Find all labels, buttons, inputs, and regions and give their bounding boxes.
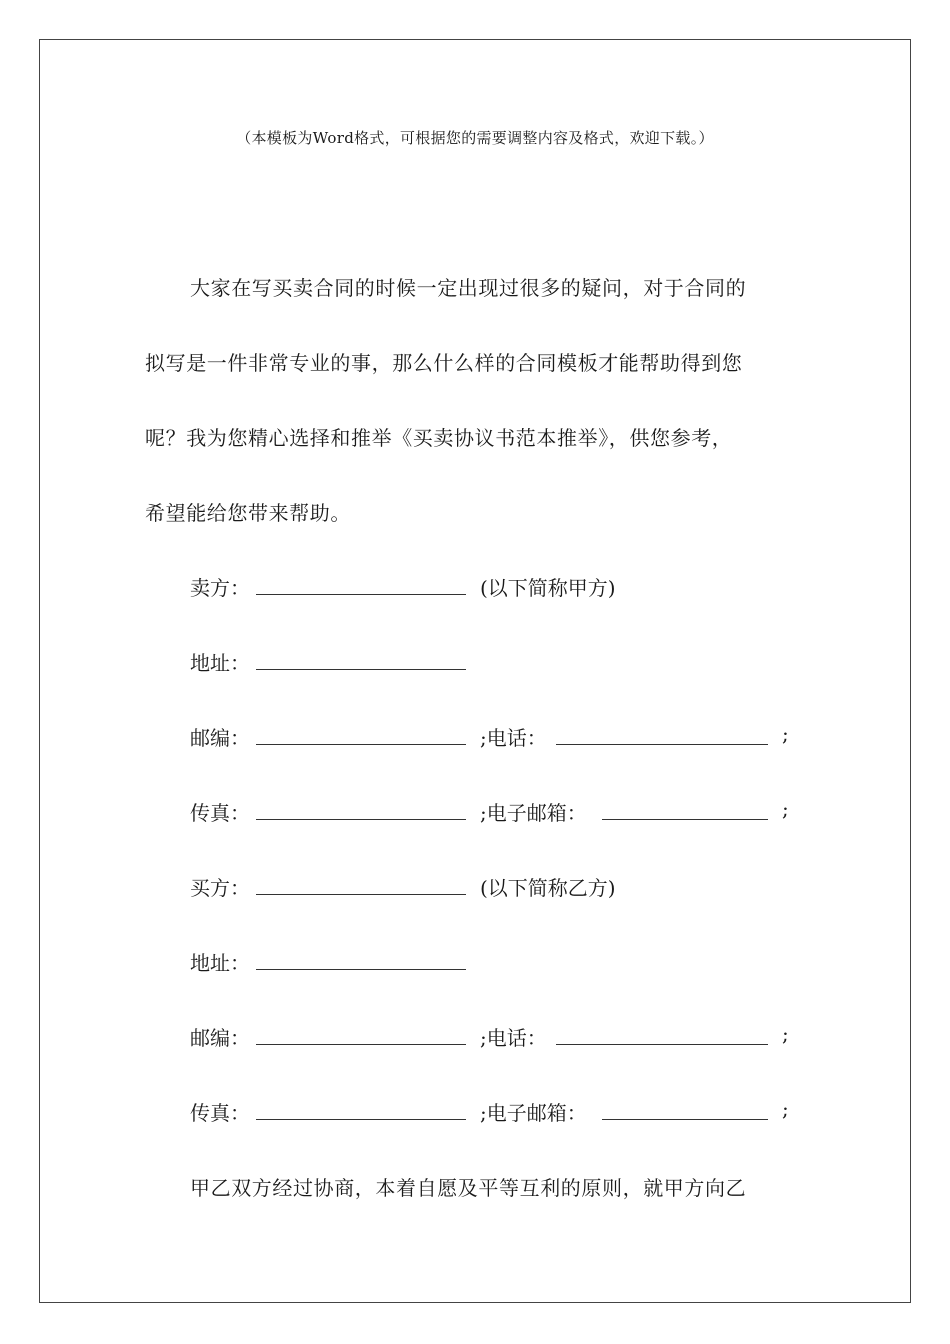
seller-address-blank[interactable] (256, 647, 466, 670)
intro-line-2: 拟写是一件非常专业的事，那么什么样的合同模板才能帮助得到您 (145, 351, 743, 375)
seller-postcode-blank[interactable] (256, 722, 466, 745)
buyer-suffix: (以下简称乙方) (480, 876, 616, 900)
intro-line-3: 呢？我为您精心选择和推举《买卖协议书范本推举》，供您参考， (145, 426, 733, 450)
seller-postcode-label: 邮编： (190, 726, 250, 750)
buyer-name-blank[interactable] (256, 872, 466, 895)
buyer-email-blank[interactable] (602, 1097, 768, 1120)
seller-email-blank[interactable] (602, 797, 768, 820)
seller-phone-blank[interactable] (556, 722, 768, 745)
intro-line-4: 希望能给您带来帮助。 (145, 501, 351, 525)
seller-fax-blank[interactable] (256, 797, 466, 820)
buyer-phone-blank[interactable] (556, 1022, 768, 1045)
buyer-phone-end: ; (782, 1022, 789, 1046)
seller-fax-label: 传真： (190, 801, 250, 825)
intro-line-1: 大家在写买卖合同的时候一定出现过很多的疑问，对于合同的 (190, 276, 747, 300)
buyer-email-end: ; (782, 1097, 789, 1121)
page-border (39, 39, 911, 1303)
seller-email-end: ; (782, 797, 789, 821)
seller-name-blank[interactable] (256, 572, 466, 595)
closing-text: 甲乙双方经过协商，本着自愿及平等互利的原则，就甲方向乙 (190, 1176, 747, 1200)
seller-phone-label: ;电话： (480, 726, 547, 750)
buyer-label: 买方： (190, 876, 250, 900)
buyer-address-label: 地址： (190, 951, 250, 975)
seller-address-label: 地址： (190, 651, 250, 675)
template-note: （本模板为Word格式，可根据您的需要调整内容及格式，欢迎下载。） (236, 129, 714, 147)
buyer-fax-blank[interactable] (256, 1097, 466, 1120)
buyer-fax-label: 传真： (190, 1101, 250, 1125)
seller-label: 卖方： (190, 576, 250, 600)
buyer-postcode-label: 邮编： (190, 1026, 250, 1050)
seller-email-label: ;电子邮箱： (480, 801, 587, 825)
buyer-phone-label: ;电话： (480, 1026, 547, 1050)
buyer-postcode-blank[interactable] (256, 1022, 466, 1045)
seller-phone-end: ; (782, 722, 789, 746)
buyer-email-label: ;电子邮箱： (480, 1101, 587, 1125)
seller-suffix: (以下简称甲方) (480, 576, 616, 600)
buyer-address-blank[interactable] (256, 947, 466, 970)
